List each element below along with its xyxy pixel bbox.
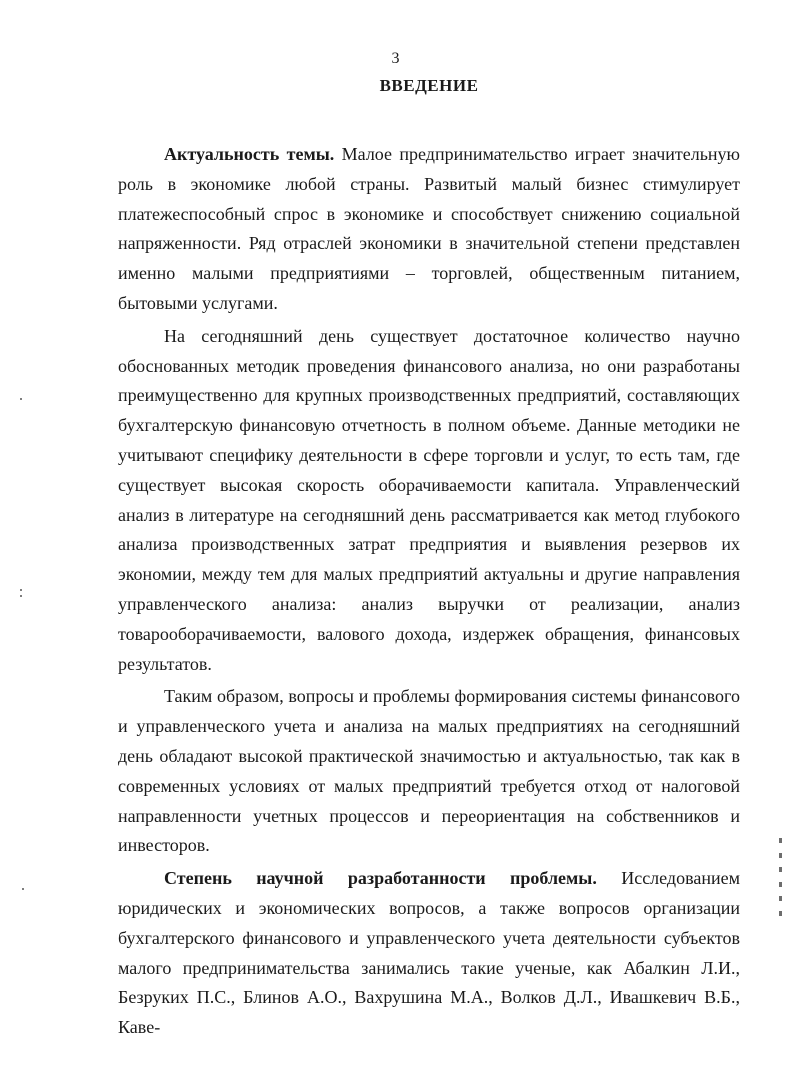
paragraph-conclusion — [118, 682, 740, 861]
paragraph-methods — [118, 322, 740, 680]
body-text — [118, 140, 740, 1043]
paragraph-research-degree — [118, 864, 740, 1043]
paragraph-relevance — [118, 140, 740, 319]
paragraph-text: Таким образом, вопросы и проблемы формирования системы финансового и управленческого учета и анализа на малых предприятиях на сегодняшний день обладают высокой практической значимостью и актуальностью, так как в современных условиях от малых предприятий требуется отход от налоговой направленности учетных процессов и переориентация на собственников и инвесторов. — [118, 686, 740, 856]
run-in-heading: Актуальность темы. — [164, 144, 335, 164]
paragraph-text: На сегодняшний день существует достаточное количество научно обоснованных методик проведения финансового анализа, но они разработаны преимущественно для крупных производственных предприятий, составляющих бухгалтерскую финансовую отчетность в полном объеме. Данные методики не учитывают специфику деятельности в сфере торговли и услуг, то есть там, где существует высокая скорость оборачиваемости капитала. Управленческий анализ в литературе на сегодняшний день рассматривается как метод глубокого анализа производственных затрат предприятия и выявления резервов их экономии, между тем для малых предприятий актуальны и другие направления управленческого анализа: анализ выручки от реализации, анализ товарооборачиваемости, валового дохода, издержек обращения, финансовых результатов. — [118, 325, 740, 674]
section-title: ВВЕДЕНИЕ — [379, 76, 479, 95]
scan-edge-marks — [775, 838, 785, 916]
scan-speck — [20, 589, 22, 591]
page-number: 3 — [391, 50, 400, 67]
scan-speck — [22, 888, 24, 890]
scan-speck — [20, 595, 22, 597]
run-in-heading: Степень научной разработанности проблемы. — [164, 868, 597, 889]
paragraph-text: Исследованием юридических и экономических вопросов, а также вопросов организации бухгалтерского финансового и управленческого учета деятельности субъектов малого предпринимательства занимались такие ученые, как Абалкин Л.И., Безруких П.С., Блинов А.О., Вахрушина М.А., Волков Д.Л., Ивашкевич В.Б., Кавe- — [118, 868, 740, 1038]
paragraph-text: Малое предпринимательство играет значительную роль в экономике любой страны. Развитый малый бизнес стимулирует платежеспособный спрос в экономике и способствует снижению социальной напряженности. Ряд отраслей экономики в значительной степени представлен именно малыми предприятиями – торговлей, общественным питанием, бытовыми услугами. — [118, 144, 741, 313]
scan-speck — [20, 398, 22, 400]
